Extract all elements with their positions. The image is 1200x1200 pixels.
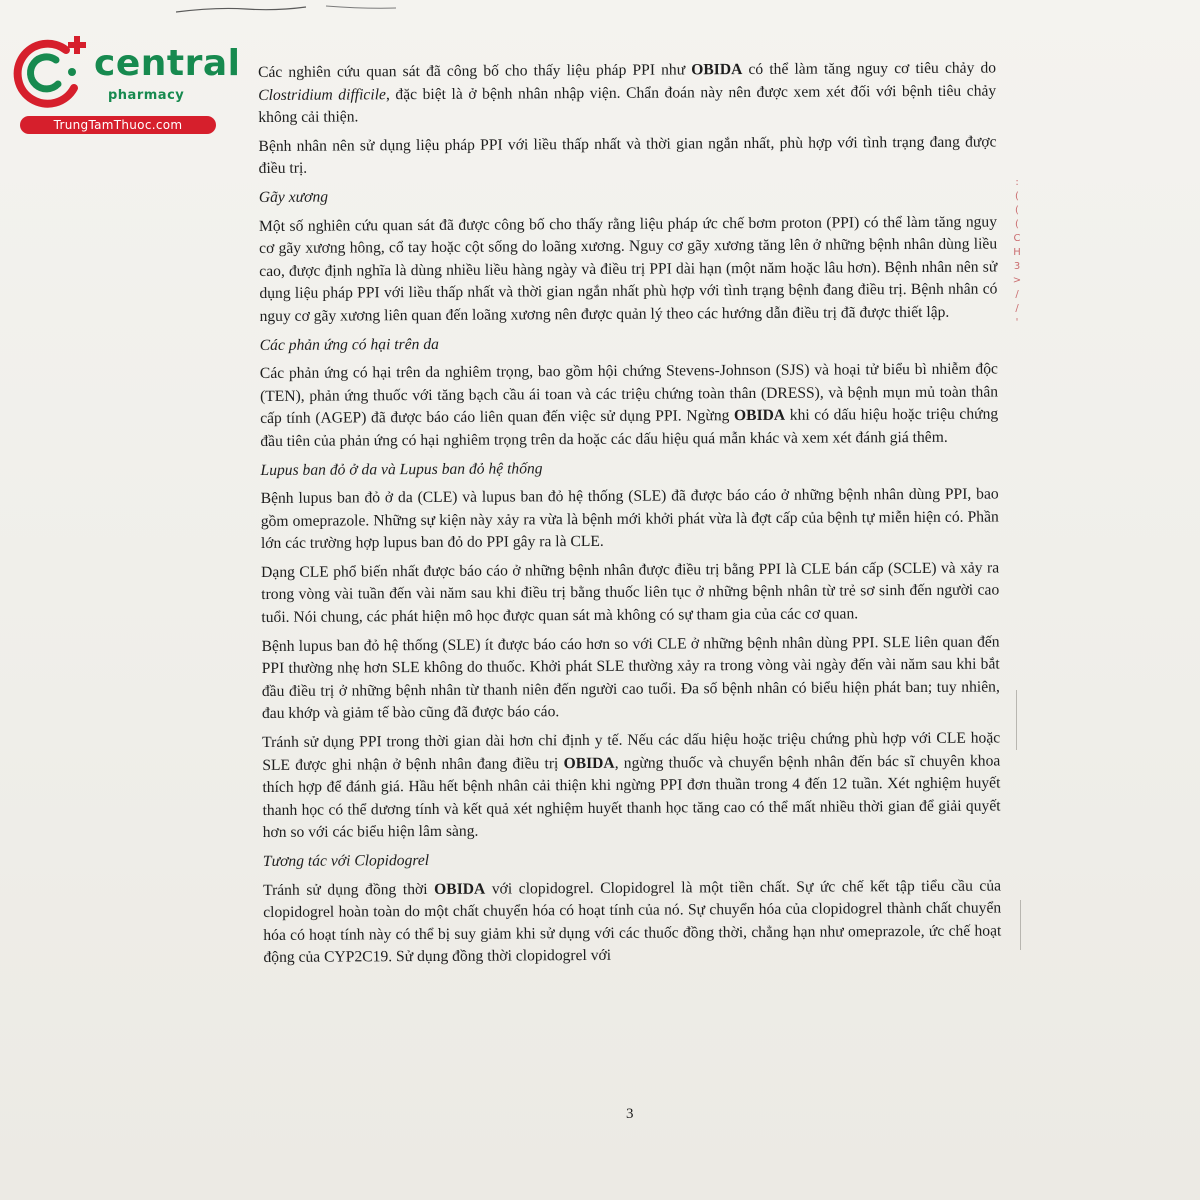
paragraph	[263, 875, 1002, 970]
scan-artifact	[176, 0, 396, 8]
paragraph	[260, 359, 999, 454]
text-run: Dạng CLE phổ biến nhất được báo cáo ở những bệnh nhân được điều trị bằng PPI là CLE bán cấp (SCLE) và xảy ra trong vòng vài tuần đến vài năm sau khi điều trị bằng thuốc liên tục ở những bệnh nhân từ trẻ sơ sinh đến người cao tuổi. Nói chung, các phát hiện mô học được quan sát mà không có sự tham gia của các cơ quan.	[261, 559, 1000, 627]
italic-term: Clostridium difficile	[258, 85, 386, 104]
paragraph	[262, 631, 1001, 726]
edge-shadow	[1016, 690, 1017, 750]
section-heading: Gãy xương	[258, 188, 329, 206]
drug-name-bold: OBIDA	[691, 61, 743, 79]
brand-subtitle: pharmacy	[108, 88, 185, 103]
drug-name-bold: OBIDA	[563, 754, 615, 772]
section-heading: Các phản ứng có hại trên da	[259, 335, 439, 354]
paragraph	[262, 728, 1001, 845]
brand-name: central	[94, 43, 241, 84]
text-run: Các nghiên cứu quan sát đã công bố cho thấy liệu pháp PPI như	[258, 61, 692, 81]
paragraph	[261, 557, 999, 629]
text-run: Tránh sử dụng PPI trong thời gian dài hơn chỉ định y tế. Nếu các dấu hiệu hoặc triệu chứng phù hợp với CLE hoặc SLE được ghi nhận ở bệnh nhân đang điều trị	[262, 729, 1001, 774]
text-run: Bệnh lupus ban đỏ hệ thống (SLE) ít được báo cáo hơn so với CLE ở những bệnh nhân dùng PPI. SLE liên quan đến PPI thường nhẹ hơn SLE không do thuốc. Khởi phát SLE thường xảy ra trong vòng vài ngày đến vài năm sau khi bắt đầu điều trị ở những bệnh nhân từ thanh niên đến người cao tuổi. Đa số bệnh nhân có biểu hiện phát ban; tuy nhiên, đau khớp và giảm tế bào cũng đã được báo cáo.	[261, 633, 1000, 723]
central-pharmacy-logo	[8, 36, 241, 136]
page-number: 3	[626, 1106, 634, 1122]
text-run: Một số nghiên cứu quan sát đã được công bố cho thấy rằng liệu pháp ức chế bơm proton (PPI) có thể làm tăng nguy cơ gãy xương hông, cổ tay hoặc cột sống do loãng xương. Nguy cơ gãy xương tăng lên ở những bệnh nhân dùng liều cao, được định nghĩa là dùng nhiều liều hàng ngày và điều trị PPI dài hạn (một năm hoặc lâu hơn). Bệnh nhân nên sử dụng liệu pháp PPI với liều thấp nhất và thời gian ngắn nhất phù hợp với tình trạng bệnh đang điều trị. Bệnh nhân có nguy cơ gãy xương liên quan đến loãng xương nên được quản lý theo các hướng dẫn điều trị đã được thiết lập.	[258, 213, 998, 325]
text-run: khi có dấu hiệu hoặc triệu chứng đầu tiên của phản ứng có hại nghiêm trọng trên da hoặc các dấu hiệu quá mẫn khác và xem xét đánh giá thêm.	[260, 405, 999, 450]
text-run: có thể làm tăng nguy cơ tiêu chảy do	[742, 59, 997, 79]
website-label[interactable]: TrungTamThuoc.com	[20, 116, 216, 134]
paragraph	[258, 131, 996, 181]
text-run: Bệnh nhân nên sử dụng liệu pháp PPI với liều thấp nhất và thời gian ngắn nhất, phù hợp với tình trạng đang được điều trị.	[258, 133, 997, 178]
drug-name-bold: OBIDA	[733, 407, 786, 425]
edge-shadow	[1020, 900, 1021, 950]
section-heading: Tương tác với Clopidogrel	[262, 851, 430, 870]
pharmacy-emblem-icon	[8, 36, 92, 116]
text-run: Bệnh lupus ban đỏ ở da (CLE) và lupus ban đỏ hệ thống (SLE) đã được báo cáo ở những bệnh nhân dùng PPI, bao gồm omeprazole. Những sự kiện này xảy ra vừa là bệnh mới khởi phát vừa là đợt cấp của bệnh tự miễn hiện có. Phần lớn các trường hợp lupus ban đỏ do PPI gây ra là CLE.	[260, 485, 999, 553]
paragraph	[258, 57, 996, 129]
section-heading: Lupus ban đỏ ở da và Lupus ban đỏ hệ thống	[260, 459, 543, 479]
drug-name-bold: OBIDA	[434, 880, 486, 898]
text-run: với clopidogrel. Clopidogrel là một tiền chất. Sự ức chế kết tập tiểu cầu của clopidogrel hoàn toàn do một chất chuyển hóa có hoạt tính của nó. Sự chuyển hóa của clopidogrel thành chất chuyển hóa có hoạt tính này có thể bị suy giảm khi sử dụng với các thuốc đồng thời, chẳng hạn như omeprazole, ức chế hoạt động của CYP2C19. Sử dụng đồng thời clopidogrel với	[263, 877, 1002, 967]
binding-marks: : ( ( ( C H 3 > / / '	[1012, 177, 1022, 328]
text-run: , đặc biệt là ở bệnh nhân nhập viện. Chẩn đoán này nên được xem xét đối với bệnh tiêu chảy không cải thiện.	[258, 82, 997, 127]
paragraph	[259, 211, 998, 328]
text-run: Các phản ứng có hại trên da nghiêm trọng, bao gồm hội chứng Stevens-Johnson (SJS) và hoại tử biểu bì nhiễm độc (TEN), phản ứng thuốc với tăng bạch cầu ái toan và các triệu chứng toàn thân (DRESS), và bệnh mụn mủ toàn thân cấp tính (AGEP) đã được báo cáo liên quan đến việc sử dụng PPI. Ngừng	[259, 360, 999, 428]
document-body	[258, 57, 1002, 975]
text-run: Tránh sử dụng đồng thời	[263, 880, 435, 899]
paragraph	[261, 484, 999, 556]
text-run: , ngừng thuốc và chuyển bệnh nhân đến bác sĩ chuyên khoa thích hợp để đánh giá. Hầu hết bệnh nhân cải thiện khi ngừng PPI đơn thuần trong 4 đến 12 tuần. Xét nghiệm huyết thanh học có thể dương tính và kết quả xét nghiệm huyết thanh học tăng cao có thể mất nhiều thời gian để giải quyết hơn so với các biểu hiện lâm sàng.	[262, 752, 1001, 842]
